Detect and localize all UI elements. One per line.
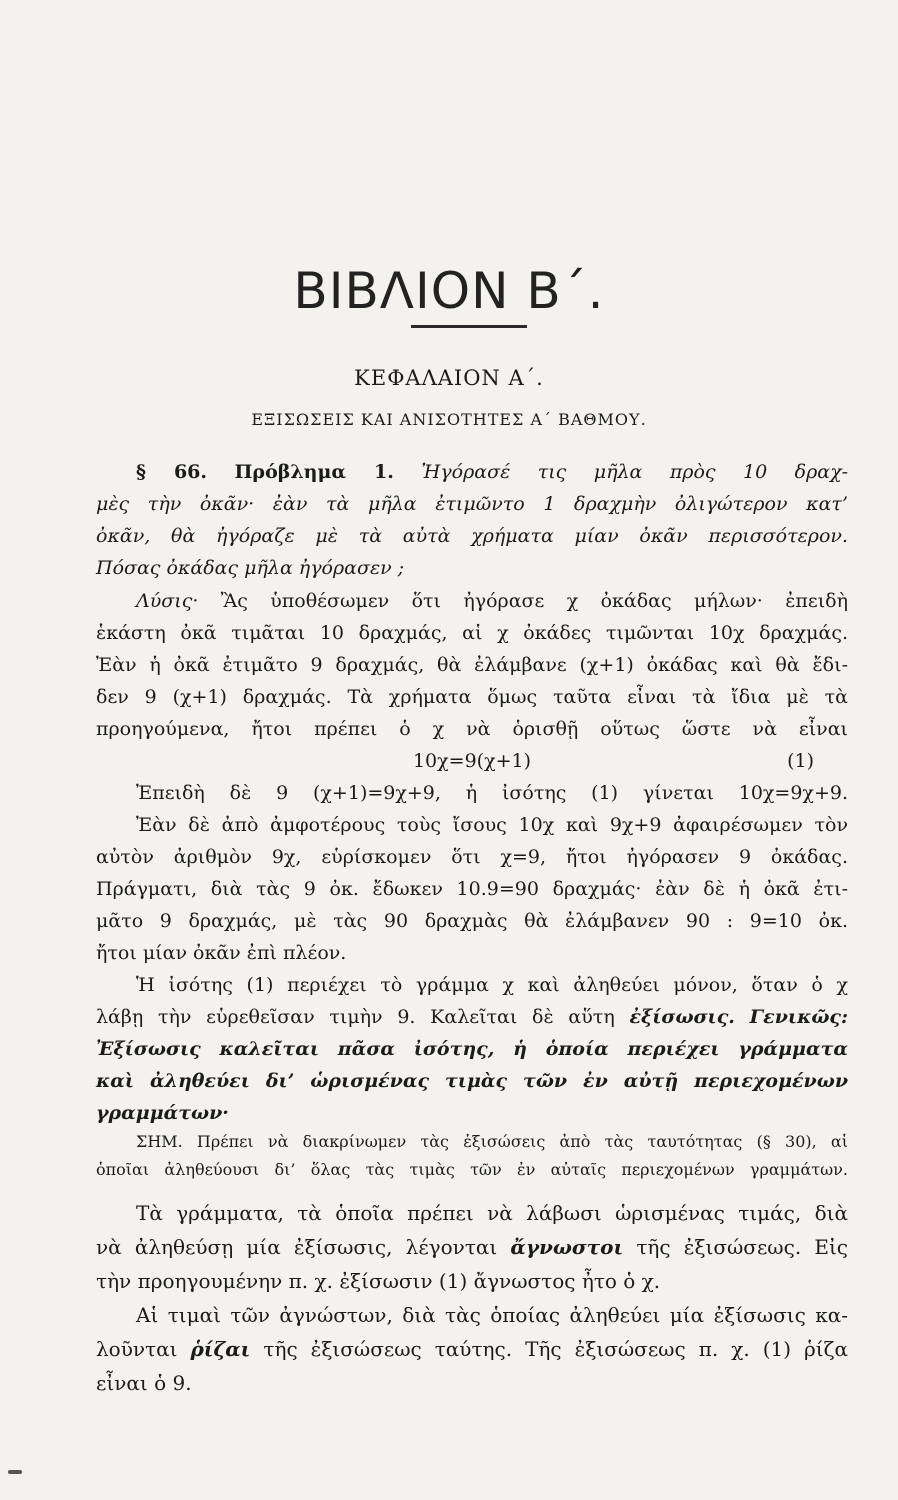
term-generally: Γενικῶς: — [749, 1006, 848, 1028]
definition-line-5: γραμμάτων· — [96, 1102, 229, 1124]
solution-line-2: ἑκάστη ὀκᾶ τιμᾶται 10 δραχμάς, αἱ χ ὀκάδες τιμῶνται 10χ δραχμάς. — [96, 622, 848, 644]
solution-line-1 — [96, 585, 848, 617]
problem-text: Ἠγόρασέ τις μῆλα πρὸς 10 δραχ- — [421, 461, 849, 483]
solution-line-4: δεν 9 (χ+1) δραχμάς. Τὰ χρήματα ὅμως ταῦτα εἶναι τὰ ἴδια μὲ τὰ — [96, 686, 848, 708]
solution-text: Ἂς ὑποθέσωμεν ὅτι ἠγόρασε χ ὀκάδας μήλων· ἐπειδὴ — [220, 590, 849, 612]
solution-line-3: Ἐὰν ἡ ὀκᾶ ἐτιμᾶτο 9 δραχμάς, θὰ ἐλάμβανε (χ+1) ὀκάδας καὶ θὰ ἔδι- — [96, 654, 848, 676]
book-title: ΒΙΒΛΙΟΝ Β΄. — [293, 262, 605, 320]
unknowns-line-3: τὴν προηγουμένην π. χ. ἐξίσωσιν (1) ἄγνωστος ἦτο ὁ χ. — [96, 1269, 661, 1293]
definition-line-3: Ἐξίσωσις καλεῖται πᾶσα ἰσότης, ἡ ὁποία περιέχει γράμματα — [96, 1038, 848, 1060]
roots-line-1: Αἱ τιμαὶ τῶν ἀγνώστων, διὰ τὰς ὁποίας ἀληθεύει μία ἐξίσωσις κα- — [136, 1303, 848, 1327]
equation-row — [96, 745, 848, 777]
roots-text: λοῦνται — [96, 1337, 178, 1361]
chapter-subtitle: ΕΞΙΣΩΣΕΙΣ ΚΑΙ ΑΝΙΣΟΤΗΤΕΣ Α΄ ΒΑΘΜΟΥ. — [251, 410, 647, 429]
solution-line-9: Πράγματι, διὰ τὰς 9 ὀκ. ἔδωκεν 10.9=90 δραχμάς· ἐὰν δὲ ἡ ὀκᾶ ἐτι- — [96, 878, 848, 900]
page-smudge — [8, 1470, 22, 1474]
term-equation: ἐξίσωσις. — [629, 1006, 735, 1028]
definition-line-1: Ἡ ἰσότης (1) περιέχει τὸ γράμμα χ καὶ ἀληθεύει μόνον, ὅταν ὁ χ — [136, 974, 848, 996]
definition-line-2 — [96, 1001, 848, 1033]
roots-text-end: τῆς ἐξισώσεως ταύτης. Τῆς ἐξισώσεως π. χ. (1) ῥίζα — [263, 1337, 848, 1361]
problem-line-1 — [96, 456, 848, 488]
roots-line-2 — [96, 1332, 848, 1366]
problem-line-3: ὀκᾶν, θὰ ἠγόραζε μὲ τὰ αὐτὰ χρήματα μίαν ὀκᾶν περισσότερον. — [96, 525, 848, 547]
solution-line-6: Ἐπειδὴ δὲ 9 (χ+1)=9χ+9, ἡ ἰσότης (1) γίνεται 10χ=9χ+9. — [136, 782, 848, 804]
unknowns-line-2 — [96, 1230, 848, 1264]
title-rule — [411, 325, 527, 328]
unknowns-text-end: τῆς ἐξισώσεως. Εἰς — [636, 1235, 848, 1259]
solution-line-10: μᾶτο 9 δραχμάς, μὲ τὰς 90 δραχμὰς θὰ ἐλάμβανεν 90 : 9=10 ὀκ. — [96, 910, 848, 932]
equation: 10χ=9(χ+1) — [412, 750, 532, 772]
solution-line-11: ἤτοι μίαν ὀκᾶν ἐπὶ πλέον. — [96, 942, 347, 964]
definition-line-4: καὶ ἀληθεύει δι’ ὡρισμένας τιμὰς τῶν ἐν αὐτῇ περιεχομένων — [96, 1070, 848, 1092]
note-line-1: ΣΗΜ. Πρέπει νὰ διακρίνωμεν τὰς ἐξισώσεις ἀπὸ τὰς ταυτότητας (§ 30), αἱ — [136, 1132, 848, 1151]
unknowns-text: νὰ ἀληθεύσῃ μία ἐξίσωσις, λέγονται — [96, 1235, 498, 1259]
equation-number: (1) — [787, 750, 814, 772]
solution-line-7: Ἐὰν δὲ ἀπὸ ἀμφοτέρους τοὺς ἴσους 10χ καὶ 9χ+9 ἀφαιρέσωμεν τὸν — [136, 814, 848, 836]
solution-line-5: προηγούμενα, ἤτοι πρέπει ὁ χ νὰ ὁρισθῇ οὕτως ὥστε νὰ εἶναι — [96, 718, 848, 740]
term-roots: ῥίζαι — [190, 1337, 251, 1361]
note-line-2: ὁποῖαι ἀληθεύουσι δι’ ὅλας τὰς τιμὰς τῶν ἐν αὐταῖς περιεχομένων γραμμάτων. — [96, 1160, 848, 1179]
unknowns-line-1: Τὰ γράμματα, τὰ ὁποῖα πρέπει νὰ λάβωσι ὡρισμένας τιμάς, διὰ — [136, 1201, 848, 1225]
problem-line-2: μὲς τὴν ὀκᾶν· ἐὰν τὰ μῆλα ἐτιμῶντο 1 δραχμὴν ὀλιγώτερον κατ’ — [96, 493, 848, 515]
chapter-heading: ΚΕΦΑΛΑΙΟΝ Α΄. — [354, 366, 544, 390]
term-unknowns: ἄγνωστοι — [510, 1235, 624, 1259]
solution-line-8: αὐτὸν ἀριθμὸν 9χ, εὑρίσκομεν ὅτι χ=9, ἤτοι ἠγόρασεν 9 ὀκάδας. — [96, 846, 848, 868]
problem-label: Πρόβλημα 1. — [234, 461, 394, 483]
definition-text: λάβῃ τὴν εὑρεθεῖσαν τιμὴν 9. Καλεῖται δὲ αὕτη — [96, 1006, 615, 1028]
problem-line-4: Πόσας ὀκάδας μῆλα ἠγόρασεν ; — [96, 557, 405, 579]
roots-line-3: εἶναι ὁ 9. — [96, 1371, 192, 1395]
solution-label: Λύσις· — [136, 590, 199, 612]
section-number: § 66. — [136, 461, 208, 483]
